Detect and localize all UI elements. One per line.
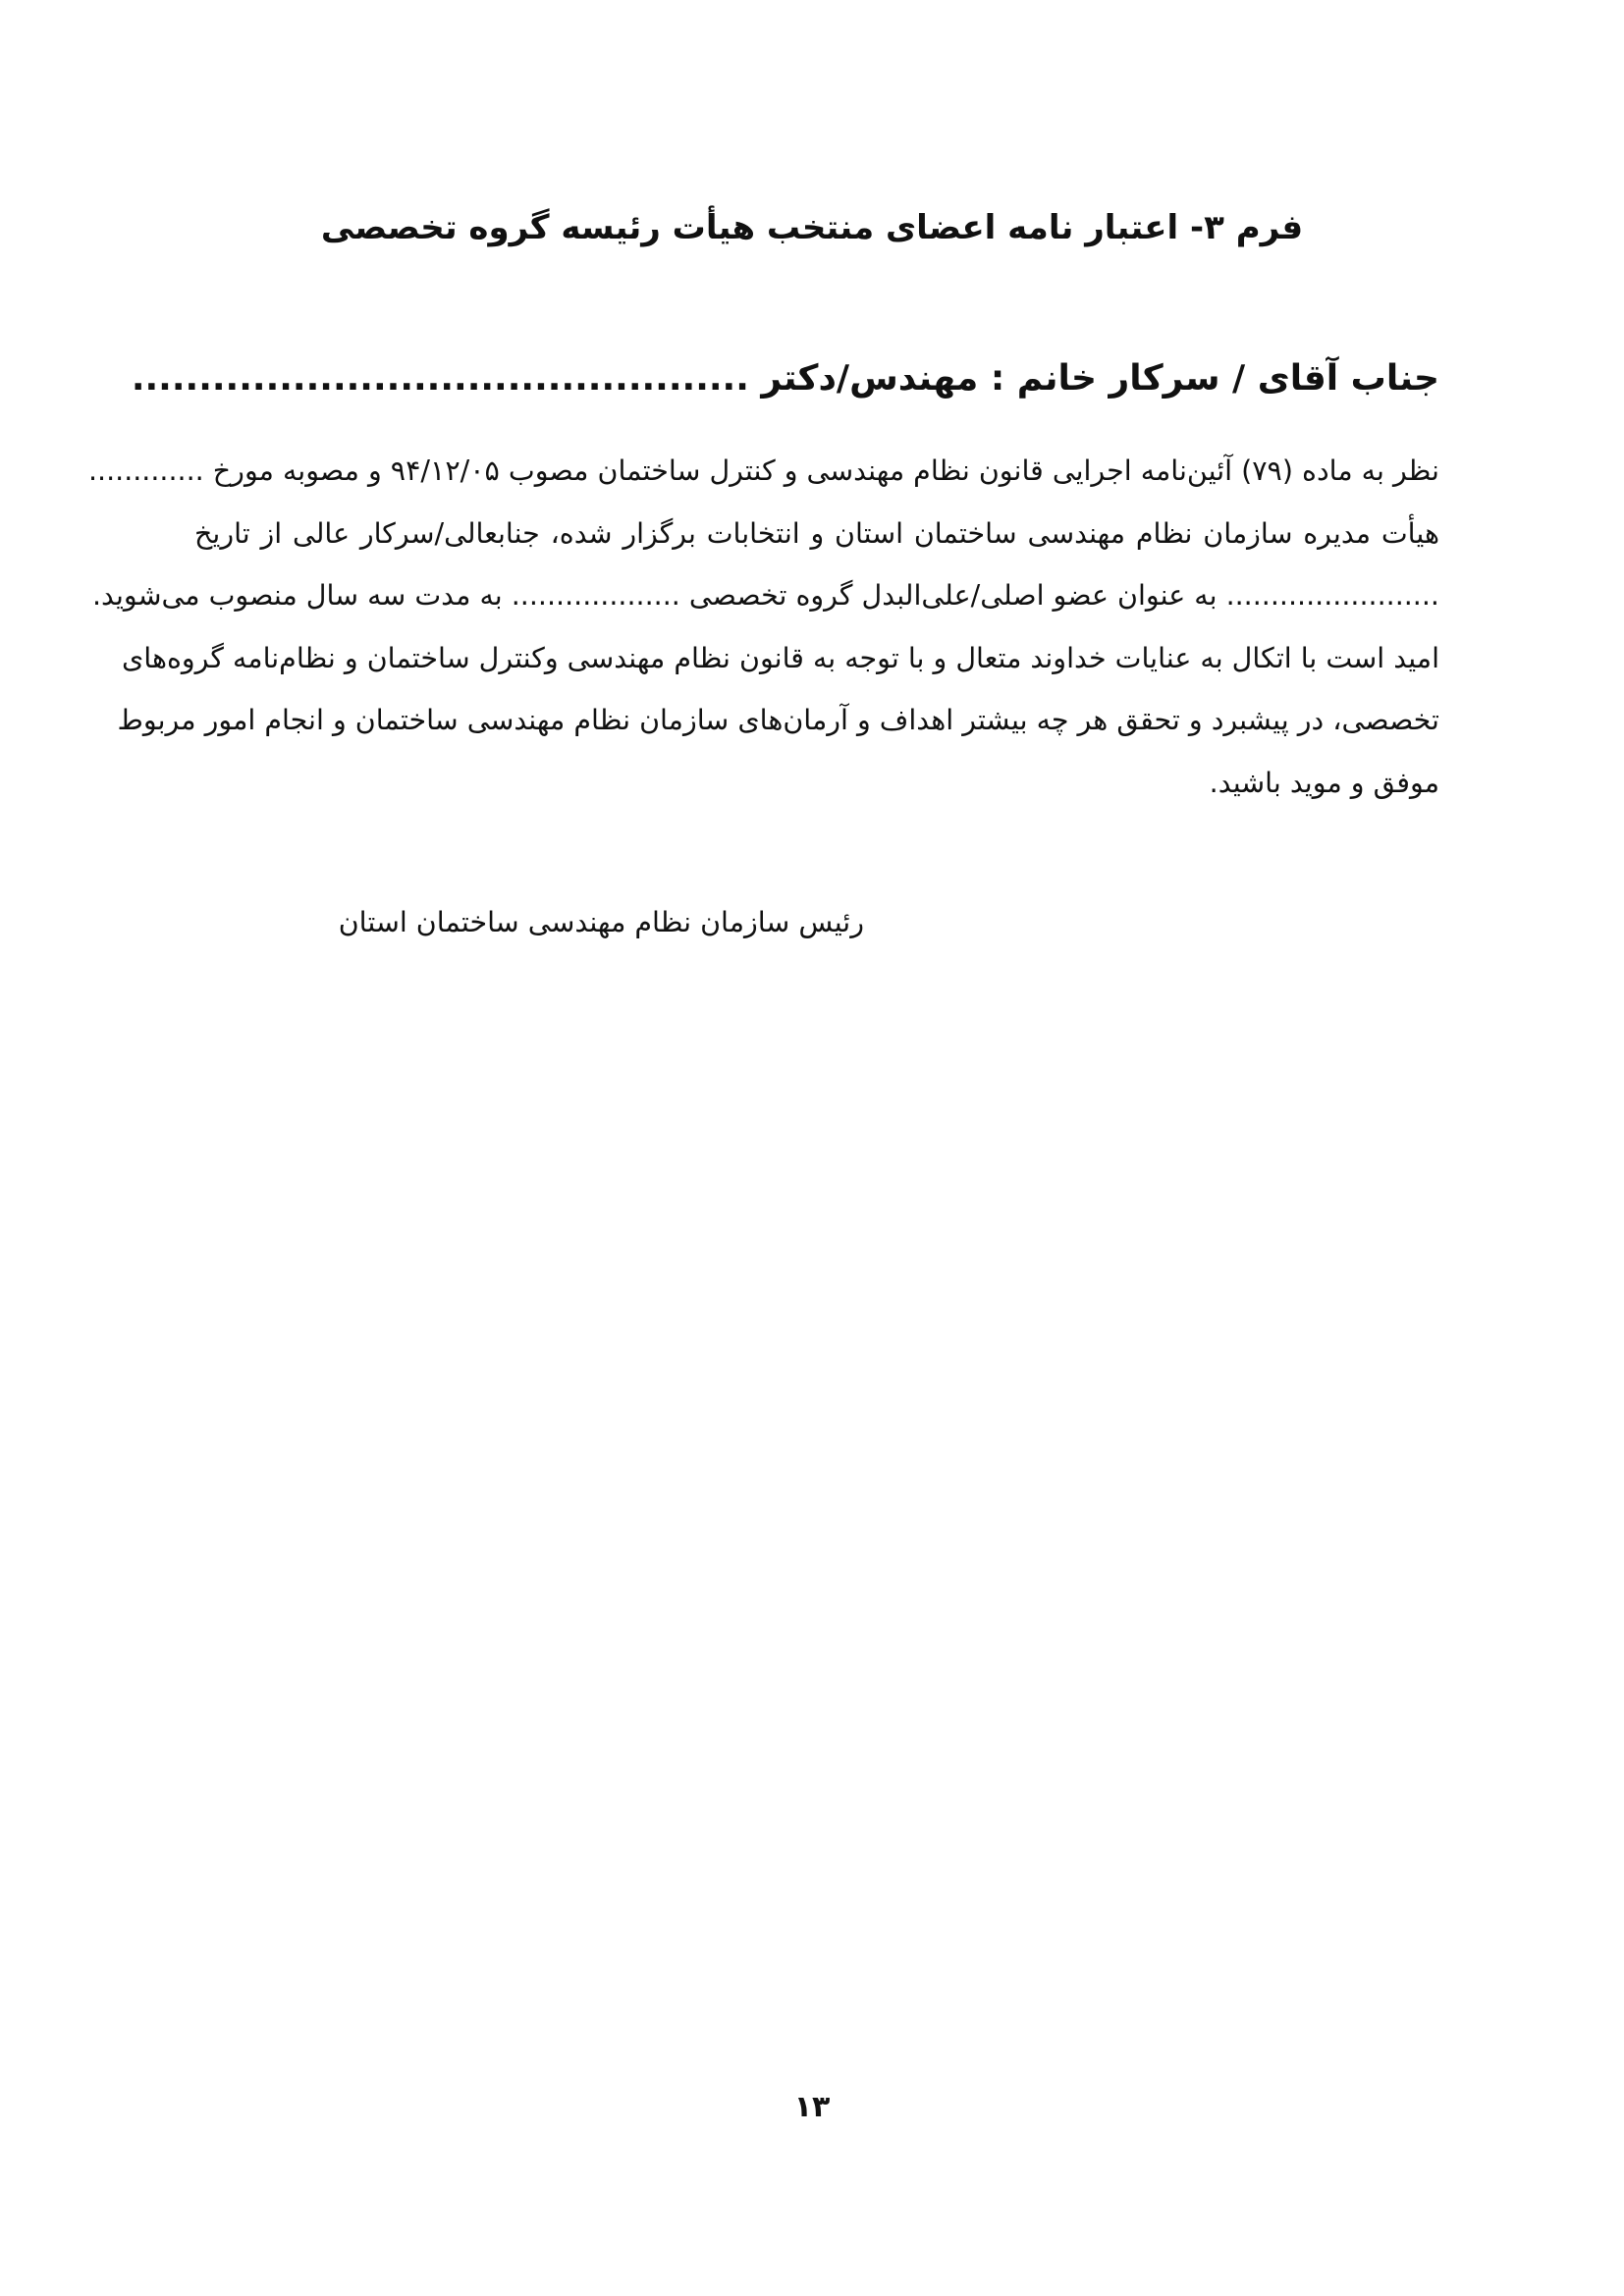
body-line: موفق و موید باشید. (1209, 766, 1439, 799)
signature-title: رئیس سازمان نظام مهندسی ساختمان استان (338, 906, 864, 938)
page-number: ۱۳ (793, 2090, 831, 2124)
body-paragraph (87, 440, 1439, 814)
body-line: امید است با اتکال به عنایات خداوند متعال و با توجه به قانون نظام مهندسی وکنترل ساختمان و نظام‌نامه گروه‌های (121, 641, 1439, 674)
salutation-line: جناب آقای / سرکار خانم : مهندس/دکتر .............................................. (131, 358, 1439, 399)
body-line: ........................ به عنوان عضو اصلی/علی‌البدل گروه تخصصی ................... به مدت سه سال منصوب می‌شوید. (91, 579, 1439, 612)
body-line: تخصصی، در پیشبرد و تحقق هر چه بیشتر اهداف و آرمان‌های سازمان نظام مهندسی ساختمان و انجام امور مربوط (117, 704, 1439, 736)
form-title: فرم ۳- اعتبار نامه اعضای منتخب هیأت رئیسه گروه تخصصی (320, 208, 1304, 247)
body-line: هیأت مدیره سازمان نظام مهندسی ساختمان استان و انتخابات برگزار شده، جنابعالی/سرکار عالی از تاریخ (194, 516, 1439, 550)
body-line: نظر به ماده (۷۹) آئین‌نامه اجرایی قانون نظام مهندسی و کنترل ساختمان مصوب ۹۴/۱۲/۰۵ و مصوبه مورخ ............. (87, 454, 1439, 487)
